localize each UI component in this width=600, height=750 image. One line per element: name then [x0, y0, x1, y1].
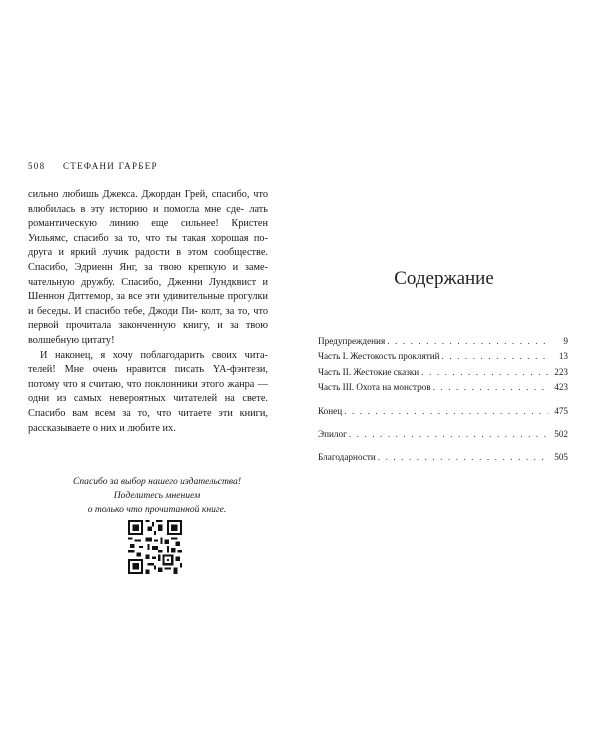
dot-leader: [344, 406, 548, 416]
promo-line: Спасибо за выбор нашего издательства!: [72, 476, 242, 487]
text-line: чательную дружбу. Спасибо, Дженни Лундквист: [28, 276, 257, 288]
text-line: друга и яркий лучик радости в этом сообществе.: [28, 247, 268, 259]
toc-entry-label: Часть I. Жестокость проклятий: [318, 351, 440, 362]
text-line: на свете. Спасибо вам всем за то, что читаете эти: [28, 393, 269, 419]
toc-entry-page: 505: [554, 452, 568, 463]
text-line: лать романтическую линию еще сильнее! Кристен: [28, 203, 268, 230]
toc-entry-page: 223: [554, 366, 568, 377]
toc-entry-label: Конец: [318, 405, 343, 416]
toc-entry-label: Часть II. Жестокие сказки: [318, 366, 420, 377]
text-line: колт, за то, что первой прочитала законченную: [28, 305, 268, 332]
text-line: Спасибо, Эдриенн Янг, за твою крепкую и заме-: [28, 261, 268, 273]
qr-code-icon[interactable]: [128, 520, 182, 574]
toc-entry[interactable]: [318, 336, 568, 351]
table-of-contents: [318, 336, 568, 468]
toc-entry-label: Предупреждения: [318, 336, 386, 346]
text-line: прогулки и беседы. И спасибо тебе, Джоди Пи-: [28, 291, 268, 317]
text-line: И наконец, я хочу поблагодарить своих чита-: [40, 349, 268, 361]
toc-title: Содержание: [394, 268, 494, 289]
author-name: СТЕФАНИ ГАРБЕР: [62, 161, 158, 171]
toc-entry[interactable]: [318, 406, 568, 421]
text-line: потому что я считаю, что поклонники этого: [28, 378, 225, 390]
toc-entry-page: 9: [563, 336, 568, 346]
text-line: сильно любишь Джекса. Джордан Грей, спасибо,: [28, 189, 250, 200]
toc-entry[interactable]: [318, 429, 568, 444]
toc-entry-label: Часть III. Охота на монстров: [318, 382, 431, 393]
toc-entry-page: 13: [558, 351, 568, 362]
text-line: телей! Мне очень нравится писать YA-фэнтези,: [28, 364, 268, 376]
page-number: 508: [28, 161, 46, 171]
toc-entry-label: Благодарности: [318, 452, 376, 463]
toc-entry[interactable]: [318, 452, 568, 467]
publisher-promo: [28, 475, 286, 517]
text-line: жанра — одни из самых невероятных читателей: [28, 378, 268, 405]
acknowledgements-text: [28, 188, 268, 436]
text-line: и Шеннон Диттемор, за все эти удивительные: [28, 276, 268, 303]
running-head: [28, 161, 158, 171]
paragraph-1: [28, 188, 268, 349]
text-line: книги, рассказываете о них и любите их.: [28, 407, 268, 434]
toc-entry[interactable]: [318, 367, 568, 382]
text-line: что влюбилась в эту историю и помогла мне сде-: [28, 189, 268, 215]
text-line: Уильямс, спасибо за то, что ты такая хорошая по-: [28, 232, 268, 244]
promo-line: о только что прочитанной книге.: [87, 504, 227, 515]
dot-leader: [349, 429, 548, 439]
dot-leader: [387, 336, 548, 346]
dot-leader: [378, 452, 548, 462]
toc-entry-page: 423: [554, 382, 568, 393]
toc-entry-page: 502: [554, 428, 568, 439]
dot-leader: [442, 351, 548, 361]
toc-entry-label: Эпилог: [318, 428, 347, 439]
paragraph-2: [28, 349, 268, 437]
promo-line: Поделитесь мнением: [113, 490, 201, 501]
text-line: книгу, и за твою волшебную цитату!: [28, 320, 268, 346]
toc-entry[interactable]: [318, 351, 568, 366]
toc-entry-page: 475: [554, 405, 568, 416]
dot-leader: [433, 382, 548, 392]
dot-leader: [421, 367, 548, 377]
toc-entry[interactable]: [318, 382, 568, 397]
